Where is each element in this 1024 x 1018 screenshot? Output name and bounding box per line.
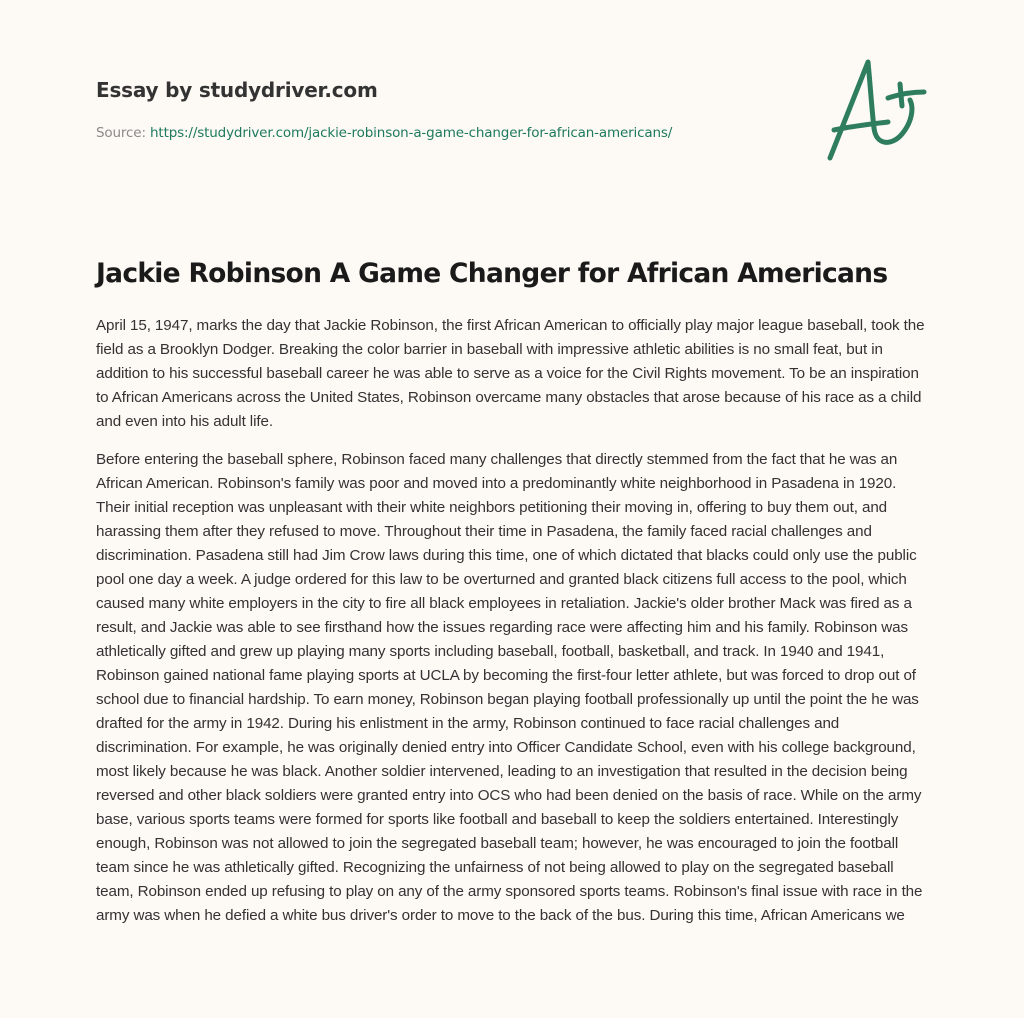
paragraph: Before entering the baseball sphere, Robinson faced many challenges that directly stemmed from the fact that he was an African American. Robinson's family was poor and moved into a predominantly white neighborhood in Pasadena in 1920. Their initial reception was unpleasant with their white neighbors petitioning their moving in, offering to buy them out, and harassing them after they refused to move. Throughout their time in Pasadena, the family faced racial challenges and discrimination. Pasadena still had Jim Crow laws during this time, one of which dictated that blacks could only use the public pool one day a week. A judge ordered for this law to be overturned and granted black citizens full access to the pool, which caused many white employers in the city to fire all black employees in retaliation. Jackie's older brother Mack was fired as a result, and Jackie was able to see firsthand how the issues regarding race were affecting him and his family. Robinson was athletically gifted and grew up playing many sports including baseball, football, basketball, and track. In 1940 and 1941, Robinson gained national fame playing sports at UCLA by becoming the first-four letter athlete, but was forced to drop out of school due to financial hardship. To earn money, Robinson began playing football professionally up until the point the he was drafted for the army in 1942. During his enlistment in the army, Robinson continued to face racial challenges and discrimination. For example, he was originally denied entry into Officer Candidate School, even with his college background, most likely because he was black. Another soldier intervened, leading to an investigation that resulted in the decision being reversed and other black soldiers were granted entry into OCS who had been denied on the basis of race. While on the army base, various sports teams were formed for sports like football and baseball to keep the soldiers entertained. Interestingly enough, Robinson was not allowed to join the segregated baseball team; however, he was encouraged to join the football team since he was athletically gifted. Recognizing the unfairness of not being allowed to play on the segregated baseball team, Robinson ended up refusing to play on any of the army sponsored sports teams. Robinson's final issue with race in the army was when he defied a white bus driver's order to move to the back of the bus. During this time, African Americans we <box>96 451 923 924</box>
site-header <box>96 76 796 142</box>
site-title: Essay by studydriver.com <box>96 78 378 102</box>
source-link[interactable]: https://studydriver.com/jackie-robinson-a-game-changer-for-african-americans/ <box>150 125 673 141</box>
source-label: Source: <box>96 125 146 141</box>
article-body <box>96 314 930 942</box>
a-plus-grade-icon <box>822 42 928 164</box>
article-title: Jackie Robinson A Game Changer for African Americans <box>96 258 888 289</box>
source-line <box>96 124 796 142</box>
paragraph: April 15, 1947, marks the day that Jackie Robinson, the first African American to officially play major league baseball, took the field as a Brooklyn Dodger. Breaking the color barrier in baseball with impressive athletic abilities is no small feat, but in addition to his successful baseball career he was able to serve as a voice for the Civil Rights movement. To be an inspiration to African Americans across the United States, Robinson overcame many obstacles that arose because of his race as a child and even into his adult life. <box>96 317 925 430</box>
